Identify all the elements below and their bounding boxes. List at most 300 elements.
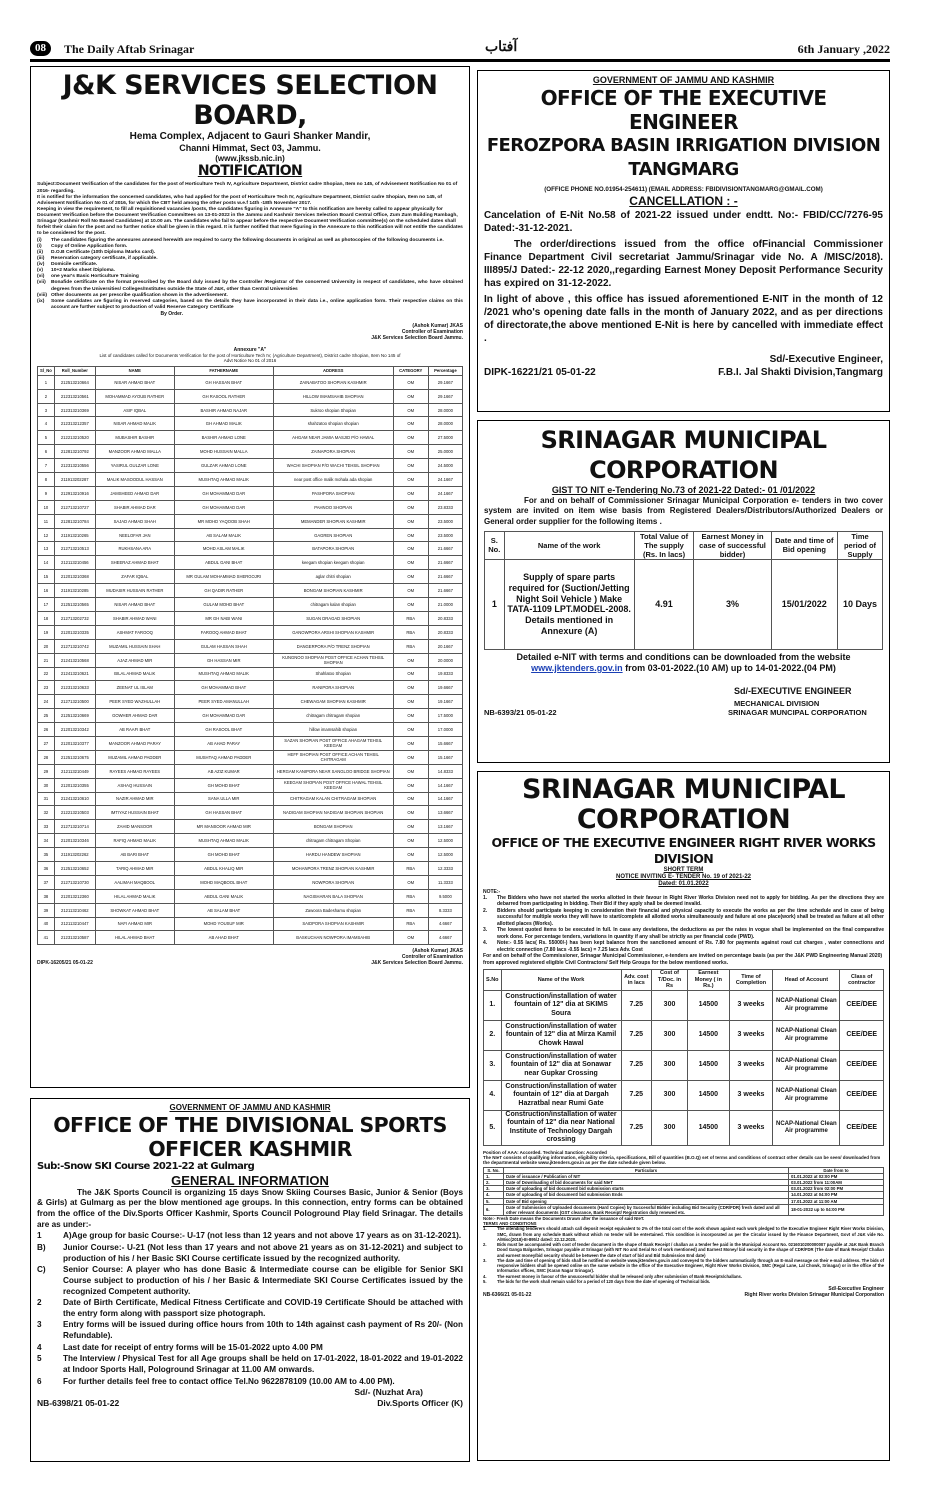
candidate-row-cell: 14.1667	[428, 778, 462, 792]
candidate-row	[38, 723, 463, 737]
work-row-cell: CEE/DEE	[840, 1021, 884, 1051]
candidate-row-cell: 12.3333	[428, 861, 462, 875]
candidate-row-cell: 24.1667	[428, 473, 462, 487]
smc2-term-item-text: The date and time of opening of bids shall be notified on website www.jktenders.gov.in and conveyed to the bidders automatically through an E-mail message on their e-mail address. The bids of responsive bidders shall be opened online on the same website in the office of the Executive Engineer, Right River Works Division, SMC (Regal Lane, Lal Chowk, Srinagar) or in the office of the Informatics offices, SMC (Karan Nagar Srinagar).	[497, 1257, 884, 1274]
candidate-row-cell: OM	[393, 806, 428, 820]
smc1-sig3: SRINAGAR MUNCIPAL CORPORATION	[728, 708, 867, 718]
candidate-row	[38, 459, 463, 473]
jkssb-doc-item-number: (ix)	[37, 298, 45, 304]
work-row-cell: 14500	[688, 1051, 730, 1081]
candidate-row-cell: 4	[38, 417, 55, 431]
candidate-row-cell: OM	[393, 820, 428, 834]
paper-name: The Daily Aftab Srinagar	[64, 42, 195, 56]
smc1-cell: 4.91	[634, 559, 694, 649]
candidate-row-cell: ABDUL KHALIQ MIR	[174, 861, 273, 875]
candidate-row-cell: BONGAM SHOPIAN KASHMIR	[273, 584, 393, 598]
smc1-title: SRINAGAR MUNICIPAL CORPORATION	[540, 426, 827, 484]
smc2-note-item-number: 1.	[483, 894, 488, 901]
candidate-row-cell: 212513210565	[54, 598, 95, 612]
candidate-row-cell: 212113210462	[54, 903, 95, 917]
candidate-row	[38, 598, 463, 612]
candidate-row-cell: IMTIYAZ HUSSAIN BHAT	[95, 806, 174, 820]
work-row-cell: 14500	[688, 1021, 730, 1051]
candidate-row-cell: SUGAN DRAGAD SHOPIAN	[273, 611, 393, 625]
candidate-row-cell: GANOWPORA ARSHI SHOPIAN KASHMIR	[273, 625, 393, 639]
candidate-row	[38, 473, 463, 487]
candidate-row-cell: AB SALAM MALIK	[174, 528, 273, 542]
schedule-row-cell: 6.	[484, 1204, 504, 1215]
smc2-schedule-table	[483, 1167, 884, 1216]
irrig-dipk: DIPK-16221/21 05-01-22	[484, 367, 596, 379]
sports-intro: The J&K Sports Council is organizing 15 days Snow Skiing Courses Basic, Junior & Senior (Boys & Girls) at Gulmarg as per the blow mentioned age groups. In this connection, entry forms can be obtained from the office of the Div.Sports Officer Kashmir, Sports Council Pologround Play field Srinagar. The details are as under:-	[37, 1187, 463, 1229]
sports-item-text: A)Age group for basic Course:- U-17 (not less than 12 years and not above 17 years as on 31-12-2021).	[63, 1231, 462, 1241]
candidate-row-cell: DANGERPORA P/O TRENZ SHOPIAN	[273, 639, 393, 653]
candidate-row-cell: GH HASSAN BHAT	[174, 375, 273, 389]
candidate-row-cell: OM	[393, 750, 428, 764]
candidate-row-cell: HILLOW IMAMSAHIB SHOPIAN	[273, 389, 393, 403]
candidate-row-cell: 212713210742	[54, 639, 95, 653]
candidate-row-cell: 15.1667	[428, 750, 462, 764]
candidate-row-cell: NOWPORA SHOPIAN	[273, 875, 393, 889]
candidate-row-cell: 20.0000	[428, 653, 462, 667]
candidate-row-cell: SAZAN SHOPIAN POST OFFICE AHAGAM TEHSIL KEEGAM	[273, 736, 393, 750]
candidate-row-cell: 20	[38, 639, 55, 653]
sports-item-number: 5	[37, 1354, 42, 1364]
candidate-row-cell: KEEGAM SHOPIAN POST OFFICE HAWAL TEHSIL KEEGAM	[273, 778, 393, 792]
candidate-row-cell: AJAZ AHMAD MIR	[95, 653, 174, 667]
candidate-row	[38, 514, 463, 528]
smc2-col-header: Earnest Money ( in Rs.)	[688, 970, 730, 991]
candidate-row-cell: ASIF IQBAL	[95, 403, 174, 417]
candidate-row-cell: AB AZIZ KUMAR	[174, 764, 273, 778]
smc2-col-header: Time of Completion	[729, 970, 773, 991]
work-row	[484, 1081, 884, 1111]
candidate-row	[38, 764, 463, 778]
sports-item-text: The Interview / Physical Test for all Age groups shall be held on 17-01-2022, 18-01-2022 and 19-01-2022 at Indoor Sports Hall, Pologround Srinagar at 11.00 AM onwards.	[63, 1354, 463, 1375]
candidate-row-cell: 211913210265	[54, 528, 95, 542]
smc2-pos: Position of AAA: Accorded. Technical Sanction: Accorded	[483, 1149, 607, 1155]
smc2-note: NOTE:-	[483, 888, 501, 895]
candidate-row-cell: 12.5000	[428, 834, 462, 848]
candidate-row-cell: 21.0000	[428, 598, 462, 612]
candidate-row-cell: MUDASIR HUSSAIN RATHER	[95, 584, 174, 598]
candidate-row	[38, 556, 463, 570]
candidate-row	[38, 403, 463, 417]
irrig-p2: The order/directions issued from the office ofFinancial Commissioner Finance Department Civil secretariat Jammu/Srinagar vide No. A /MISC/2018). III895/J Dated:- 22-12 2020,,regarding Earnest Money Deposit Performance Security has expired on 31-12-2022.	[484, 239, 883, 290]
sports-item-text: Senior Course: A player who has done Basic & Intermediate course can be eligible for Senior SKI Course subject to production of his / her Basic & Intermediate SKI Course Certificates issued by the recognized Competent authority.	[63, 1265, 463, 1296]
sports-item-number: C)	[37, 1265, 46, 1275]
candidate-row-cell: 21.6667	[428, 570, 462, 584]
candidate-row-cell: BONGAM SHOPIAN	[273, 820, 393, 834]
candidate-row	[38, 417, 463, 431]
candidate-row-cell: GULZAR AHMAD LONE	[174, 459, 273, 473]
smc2-term-item	[483, 1258, 884, 1274]
candidate-row-cell: SHABIR AHMAD WANI	[95, 611, 174, 625]
candidate-row-cell: SHABIR AHMAD DAR	[95, 500, 174, 514]
candidate-row	[38, 861, 463, 875]
irrig-phone: (OFFICE PHONE NO.01954-254611) (EMAIL ADDRESS: FBIDIVISIONTANGMARG@GMAIL.COM)	[544, 185, 823, 193]
candidate-row-cell: OM	[393, 598, 428, 612]
jkssb-sig2b: Controller of Examination	[401, 954, 463, 961]
work-row-cell: 300	[651, 1051, 687, 1081]
candidate-row-cell: MOHD MAQBOOL BHAT	[174, 875, 273, 889]
candidate-row-cell: GH RASOOL BHAT	[174, 723, 273, 737]
work-row-cell: 3 weeks	[729, 991, 773, 1021]
candidate-row-cell: 29	[38, 764, 55, 778]
candidate-row-cell: shahzatoo shopian shopian	[273, 417, 393, 431]
candidate-row-cell: 20.8333	[428, 625, 462, 639]
candidate-row	[38, 542, 463, 556]
candidate-row-cell: 17.0000	[428, 723, 462, 737]
candidate-row-cell: 211913210285	[54, 584, 95, 598]
candidate-row-cell: KUNGNOO SHOPIAN POST OFFICE ACHAN TEHSIL SHOPIAN	[273, 653, 393, 667]
candidate-row-cell: hillow imamsahib shopian	[273, 723, 393, 737]
candidate-row-cell: MUSHTAQ AHMAD MALIK	[174, 667, 273, 681]
sports-item	[37, 1243, 463, 1264]
candidate-row	[38, 570, 463, 584]
candidate-row-cell: NEELOFAR JAN	[95, 528, 174, 542]
candidate-row-cell: GH MOHD BHAT	[174, 778, 273, 792]
candidate-row-cell: AB SALAM BHAT	[174, 903, 273, 917]
candidate-row-cell: 24.1667	[428, 486, 462, 500]
candidate-row-cell: 212113210449	[54, 764, 95, 778]
smc2-dated: Dated: 01.01.2022	[658, 881, 709, 888]
candidate-row-cell: AB AHAD PARAY	[174, 736, 273, 750]
candidate-row-cell: AB AHAD BHAT	[174, 931, 273, 945]
smc2-notes	[483, 895, 884, 954]
smc2-sig2: Right River works Division Srinagar Municipal Corporation	[744, 1292, 884, 1299]
candidate-row-cell: PAHNOO SHOPIAN	[273, 500, 393, 514]
work-row-cell: Construction/installation of water fountain of 12" dia near National Institute of Technology Dargah crossing	[501, 1111, 621, 1146]
candidate-row-cell: 212213210503	[54, 806, 95, 820]
work-row-cell: 300	[651, 991, 687, 1021]
candidate-row-cell: OM	[393, 834, 428, 848]
candidates-col-header: CATEGORY	[393, 366, 428, 375]
candidate-row	[38, 445, 463, 459]
candidate-row-cell: MR MOHD YAQOOB SHAH	[174, 514, 273, 528]
candidates-col-header: Roll_Number	[54, 366, 95, 375]
sports-item	[37, 1231, 463, 1242]
candidate-row-cell: PASHPORA SHOPIAN	[273, 486, 393, 500]
sports-item-number: 1	[37, 1231, 42, 1241]
smc1-col-header: Total Value of The supply (Rs. In lacs)	[634, 531, 694, 559]
work-row-cell: 3.	[484, 1051, 502, 1081]
jkssb-doc-item-number: (i)	[37, 237, 42, 243]
candidate-row-cell: 24.5000	[428, 459, 462, 473]
candidate-row-cell: 41	[38, 931, 55, 945]
schedule-row-cell: 03.01.2022 from 11:00AM	[789, 1180, 884, 1186]
work-row-cell: 7.25	[621, 1021, 651, 1051]
candidate-row-cell: OM	[393, 570, 428, 584]
jkssb-subject: Subject:Document Verification of the candidates for the post of Horticulture Tech IV, Agriculture Department, District cadre Shopian, Item no 145, of Advisement Notification No 01 of 2016- regarding.	[37, 182, 458, 194]
jkssb-doc-item-text: 10+2 Marks sheet /Diploma.	[51, 268, 116, 274]
candidate-row-cell: Sukroo shopian Shopian	[273, 403, 393, 417]
jktenders-link[interactable]: www.jktenders.gov.in	[531, 662, 623, 673]
candidate-row-cell: 2	[38, 389, 55, 403]
candidate-row-cell: 15.6667	[428, 736, 462, 750]
candidate-row-cell: MOHANPORA TRENZ SHOPIAN KASHMIR	[273, 861, 393, 875]
candidate-row-cell: MUSHTAQ AHMAD PADDER	[174, 750, 273, 764]
candidate-row-cell: OM	[393, 500, 428, 514]
candidate-row-cell: OM	[393, 736, 428, 750]
candidate-row-cell: GH MOHAMMAD DAR	[174, 709, 273, 723]
candidate-row-cell: RBA	[393, 639, 428, 653]
candidate-row-cell: OM	[393, 431, 428, 445]
candidate-row	[38, 528, 463, 542]
candidate-row-cell: ZEENAT UL ISLAM	[95, 681, 174, 695]
jkssb-doc-item-number: (viii)	[37, 292, 48, 298]
work-row-cell: 3 weeks	[729, 1021, 773, 1051]
candidate-row-cell: 14.8333	[428, 764, 462, 778]
jkssb-doc-item-number: (ii)	[37, 249, 43, 255]
candidate-row-cell: CHEWAGAM SHOPIAN KASHMIR	[273, 695, 393, 709]
sports-subject: Sub:-Snow SKI Course 2021-22 at Gulmarg	[37, 1160, 255, 1172]
work-row-cell: 300	[651, 1111, 687, 1146]
smc2-note-item-number: 4.	[483, 940, 488, 947]
smc2-title: SRINAGAR MUNICIPAL CORPORATION	[522, 774, 845, 835]
jkssb-doc-item-number: (i)	[37, 243, 42, 249]
candidate-row-cell: 212413210621	[54, 667, 95, 681]
candidate-row-cell: 13.6667	[428, 806, 462, 820]
smc1-detail1: Detailed e-NIT with terms and conditions can be downloaded from the website	[516, 651, 851, 662]
smc-rightriver-ad	[477, 771, 890, 1461]
work-row-cell: 7.25	[621, 1051, 651, 1081]
candidate-row-cell: 23	[38, 681, 55, 695]
jkssb-doc-item-number: (vii)	[37, 280, 46, 286]
candidate-row	[38, 584, 463, 598]
smc1-cell: 1	[485, 559, 505, 649]
sports-govt: GOVERNMENT OF JAMMU AND KASHMIR	[169, 1103, 331, 1112]
candidate-row-cell: NAGISHARAN BALA SHOPIAN	[273, 889, 393, 903]
candidate-row-cell: 9	[38, 486, 55, 500]
candidate-row-cell: ZAINABATOO SHOPIAN KASHMIR	[273, 375, 393, 389]
smc2-term-item-number: 2.	[483, 1242, 487, 1248]
candidate-row-cell: BASKUCHAN NOWPORA IMAMSAHIB	[273, 931, 393, 945]
candidate-row-cell: GH HASSAN MIR	[174, 653, 273, 667]
candidate-row-cell: 17	[38, 598, 55, 612]
candidate-row-cell: GULAM MOHD BHAT	[174, 598, 273, 612]
candidate-row-cell: 212813210792	[54, 445, 95, 459]
work-row-cell: 300	[651, 1081, 687, 1111]
candidate-row-cell: SANA ULLA MIR	[174, 792, 273, 806]
candidates-table	[37, 366, 463, 946]
jkssb-sig3: J&K Services Selection Board Jammu.	[371, 335, 463, 342]
candidate-row-cell: GH QADIR RATHER	[174, 584, 273, 598]
jkssb-para2: Keeping in view the requirement, to fill all requisitioned vacancies /posts, the candidates figuring in Annexure "A" to this notification are hereby called to appear physically for Document Verification before the Document Verification Committees on 13-01-2022 in the Jammu and Kashmir Services Selection Board Central Office, Zum Zum Building Rambagh, Srinagar (Kashmir Roll No Based Candidates) at 10.00 am. The candidates who fail to appear before the respective Document Verification committee(s) on the scheduled dates shall forfeit their claim for the post and no further notice shall be given in this regard. It is further notified that mere figuring in the Annexure to this notification will not entitle the candidates to be considered for the post.	[37, 206, 463, 237]
candidates-col-header: Sl_No	[38, 366, 55, 375]
work-row-cell: 4.	[484, 1081, 502, 1111]
candidate-row-cell: ZAINAPORA SHOPIAN	[273, 445, 393, 459]
schedule-row-cell: 03.01.2022 from 02:00 PM	[789, 1186, 884, 1192]
candidate-row-cell: GH MOHAMMAD DAR	[174, 500, 273, 514]
candidate-row-cell: 36	[38, 861, 55, 875]
sports-item	[37, 1298, 463, 1319]
candidate-row-cell: BATAPORA SHOPIAN	[273, 542, 393, 556]
sports-item-text: Junior Course:- U-21 (Not less than 17 years and not above 21 years as on 31-12-2021) and subject to production of his / her Basic SKI Course certificate issued by the recognized authority.	[63, 1242, 463, 1263]
candidate-row	[38, 389, 463, 403]
smc2-col-header: S.No	[484, 970, 502, 991]
candidate-row-cell: RBA	[393, 611, 428, 625]
candidate-row-cell: 22	[38, 667, 55, 681]
work-row	[484, 1021, 884, 1051]
candidate-row-cell: RBA	[393, 889, 428, 903]
irrig-p3: In light of above , this office has issued aforementioned E-NIT in the month of 12 /2021 who's opening date falls in the month of January 2022, and as per directions of directorate,the above mentioned E-Nit is here by cancelled with immediate effect .	[484, 294, 883, 345]
candidate-row-cell: OM	[393, 764, 428, 778]
candidate-row-cell: MOHD HUSSAIN MALLA	[174, 445, 273, 459]
sports-ad	[30, 1098, 470, 1462]
candidate-row-cell: OM	[393, 375, 428, 389]
candidate-row	[38, 834, 463, 848]
candidate-row-cell: 6	[38, 445, 55, 459]
candidate-row-cell: 212713210513	[54, 542, 95, 556]
smc2-term-item-text: The intending tenderers should attach call deposit receipt equivalent to 2% of the total cost of the work shown against each work pledged to the Executive Engineer Right River Works Division, SMC, drawn from any schedule Bank without which no tender will be entertained. This condition is incorporated as per the Circular issued by the Finance Department, Govt of J&K vide No. A/Misc(2018)-III-895/J dated: 22.12.2020.	[497, 1226, 884, 1242]
candidate-row-cell: chitragam chitragam shopian	[273, 709, 393, 723]
candidate-row-cell: keegam shopian keegam shopian	[273, 556, 393, 570]
page-number: 08	[30, 41, 51, 56]
candidate-row-cell: 18	[38, 611, 55, 625]
candidate-row	[38, 792, 463, 806]
irrig-heading: CANCELLATION : -	[629, 194, 738, 209]
candidate-row-cell: OM	[393, 584, 428, 598]
jkssb-title: J&K SERVICES SELECTION BOARD,	[62, 70, 438, 131]
candidate-row-cell: PEER SYED AMANULLAH	[174, 695, 273, 709]
candidate-row	[38, 889, 463, 903]
candidate-row-cell: AB BARI BHAT	[95, 848, 174, 862]
candidate-row-cell: 212313212357	[54, 417, 95, 431]
candidate-row-cell: MOHD YOUSUF MIR	[174, 917, 273, 931]
smc1-col-header: Name of the work	[504, 531, 634, 559]
candidate-row-cell: 8.3333	[428, 903, 462, 917]
work-row-cell: 2.	[484, 1021, 502, 1051]
candidate-row	[38, 806, 463, 820]
work-row-cell: Construction/installation of water fountain of 12" dia at Sonawar near Gupkar Crossing	[501, 1051, 621, 1081]
work-row	[484, 1051, 884, 1081]
candidate-row-cell: 212013210355	[54, 778, 95, 792]
sports-item-text: Date of Birth Certificate, Medical Fitness Certificate and COVID-19 Certificate Should be attached with the entry form along with passport size photograph.	[63, 1298, 463, 1318]
schedule-row-cell: 01.01.2022 at 02:00 PM	[789, 1173, 884, 1179]
candidate-row-cell: RBA	[393, 861, 428, 875]
candidate-row-cell: GAGREN SHOPIAN	[273, 528, 393, 542]
candidate-row-cell: OM	[393, 417, 428, 431]
candidate-row-cell: RAYEES AHMAD RAYEES	[95, 764, 174, 778]
smc2-terms	[483, 1226, 884, 1284]
candidate-row-cell: OM	[393, 514, 428, 528]
smc2-term-item-number: 1.	[483, 1226, 487, 1232]
candidate-row	[38, 625, 463, 639]
sports-sig1: Sd/- (Nuzhat Ara)	[354, 1387, 423, 1398]
candidate-row-cell: GH RASOOL RATHER	[174, 389, 273, 403]
work-row-cell: CEE/DEE	[840, 1111, 884, 1146]
candidate-row-cell: 17.5000	[428, 709, 462, 723]
smc2-note-item	[483, 940, 884, 953]
work-row-cell: NCAP-National Clean Air programme	[773, 991, 840, 1021]
candidate-row-cell: 8	[38, 473, 55, 487]
candidate-row-cell: OM	[393, 528, 428, 542]
candidate-row	[38, 667, 463, 681]
candidate-row-cell: NAZIR AHMAD MIR	[95, 792, 174, 806]
jkssb-sig3b: J&K Services Selection Board Jammu.	[371, 960, 463, 967]
candidate-row-cell: 19.1667	[428, 695, 462, 709]
candidate-row-cell: 212013210335	[54, 625, 95, 639]
jkssb-doc-item-text: Reservation category certificate, if applicable.	[51, 255, 158, 261]
sports-item	[37, 1343, 463, 1354]
candidate-row-cell: FAROOQ AHMAD BHAT	[174, 625, 273, 639]
sports-items	[37, 1231, 463, 1387]
jkssb-doc-item-number: (vi)	[37, 274, 45, 280]
candidate-row-cell: 12.5000	[428, 848, 462, 862]
schedule-row-cell: Date of Downloading of bid documents for said NIeT	[504, 1180, 789, 1186]
candidate-row-cell: 29.1667	[428, 389, 462, 403]
work-row-cell: CEE/DEE	[840, 1051, 884, 1081]
candidate-row-cell: 212213210520	[54, 431, 95, 445]
jkssb-byorder: By Order.	[160, 311, 183, 318]
candidate-row-cell: CHITRAGAM KALAN CHITRAGAM SHOPIAN	[273, 792, 393, 806]
candidate-row-cell: RUKHSANA ARA	[95, 542, 174, 556]
jkssb-sig2: Controller of Examination	[401, 329, 463, 336]
candidate-row-cell: 35	[38, 848, 55, 862]
candidate-row-cell: NAFI AHMAD MIR	[95, 917, 174, 931]
candidate-row-cell: 33	[38, 820, 55, 834]
candidate-row-cell: 211913202287	[54, 473, 95, 487]
candidate-row-cell: 212513210664	[54, 375, 95, 389]
candidate-row-cell: OM	[393, 542, 428, 556]
schedule-row-cell: 14.01.2022 at 04:00 PM	[789, 1192, 884, 1198]
candidate-row-cell: MR GH NABI WANI	[174, 611, 273, 625]
candidate-row-cell: MUBASHIR BASHIR	[95, 431, 174, 445]
smc2-sub: OFFICE OF THE EXECUTIVE ENGINEER RIGHT RIVER WORKS DIVISION	[491, 835, 876, 866]
schedule-row-cell: 3.	[484, 1186, 504, 1192]
work-row-cell: 5.	[484, 1111, 502, 1146]
sports-item	[37, 1354, 463, 1375]
candidate-row-cell: JAMSHEED AHMAD DAR	[95, 486, 174, 500]
work-row-cell: CEE/DEE	[840, 991, 884, 1021]
candidate-row-cell: 21	[38, 653, 55, 667]
work-row-cell: NCAP-National Clean Air programme	[773, 1081, 840, 1111]
candidate-row-cell: 34	[38, 834, 55, 848]
work-row-cell: 3 weeks	[729, 1081, 773, 1111]
candidate-row-cell: 212413210568	[54, 653, 95, 667]
smc2-col-header: Class of contractor	[840, 970, 884, 991]
candidate-row-cell: 4.6667	[428, 931, 462, 945]
smc2-col-header: Cost of T/Doc. in Rs	[651, 970, 687, 991]
smc2-notice: NOTICE INVITING E- TENDER No. 19 of 2021-22	[615, 874, 752, 881]
jkssb-doc-item-text: Bonafide certificate on the format prescribed by the Board duly issued by the Controller /Registrar of the concerned University in respect of candidates, who have obtained degrees from the Universities/ Colleges/Institutes outside the State of J&K, other than Central Universities	[51, 280, 463, 292]
smc2-term-item-text: Bids must be accompanied with cost of tender document in the shape of Bank Receipt / challan as a tender fee paid in the Municipal Account No. 0216010200000007 payable at J&K Bank Branch Dood Ganga Balgarden, Srinagar payable at Srinagar (with NIT No and Serial No of work mentioned) and Earnest Money/ bid security in the shape of CDR/FDR (The date of Bank Receipt/ Challan and earnest money/bid security should be between the date of start of bid and Bid Submission End date)	[497, 1242, 884, 1258]
smc1-detail2: from 03-01-2022.(10 AM) up to 14-01-2022.(04 PM)	[625, 662, 836, 673]
sports-item-number: 4	[37, 1342, 42, 1352]
candidate-row-cell: 9.5000	[428, 889, 462, 903]
smc2-note-item	[483, 908, 884, 928]
sports-item-text: Last date for receipt of entry forms will be 15-01-2022 upto 4.00 PM	[63, 1342, 323, 1352]
candidate-row-cell: 28.0000	[428, 417, 462, 431]
candidate-row-cell: 212113210456	[54, 556, 95, 570]
jkssb-sig1: (Ashok Kumar) JKAS	[412, 323, 463, 330]
work-row-cell: NCAP-National Clean Air programme	[773, 1111, 840, 1146]
sports-item-text: For further details feel free to contact office Tel.No 9622878109 (10.00 AM to 4.00 PM).	[63, 1376, 395, 1386]
schedule-row-cell: 2.	[484, 1180, 504, 1186]
jkssb-doc-item-text: D.O.B Certificate (10th Diploma /Marks card).	[51, 249, 156, 255]
smc1-sig2: MECHANICAL DIVISION	[734, 699, 820, 709]
candidate-row-cell: SHOWKAT AHMAD BHAT	[95, 903, 174, 917]
candidate-row-cell: OM	[393, 792, 428, 806]
smc1-col-header: Earnest Money in case of successful bidder)	[694, 531, 771, 559]
page-header	[30, 40, 890, 62]
candidate-row-cell: OM	[393, 389, 428, 403]
candidate-row-cell: OM	[393, 459, 428, 473]
candidate-row-cell: 16	[38, 584, 55, 598]
candidate-row-cell: OM	[393, 931, 428, 945]
jkssb-doc-item-text: Some candidates are figuring in reserved categories, based on the details they have incorporated in their data i.e., online application form. Their respective claims on this account are further subject to production of valid Reserve Category Certificate	[51, 298, 463, 310]
